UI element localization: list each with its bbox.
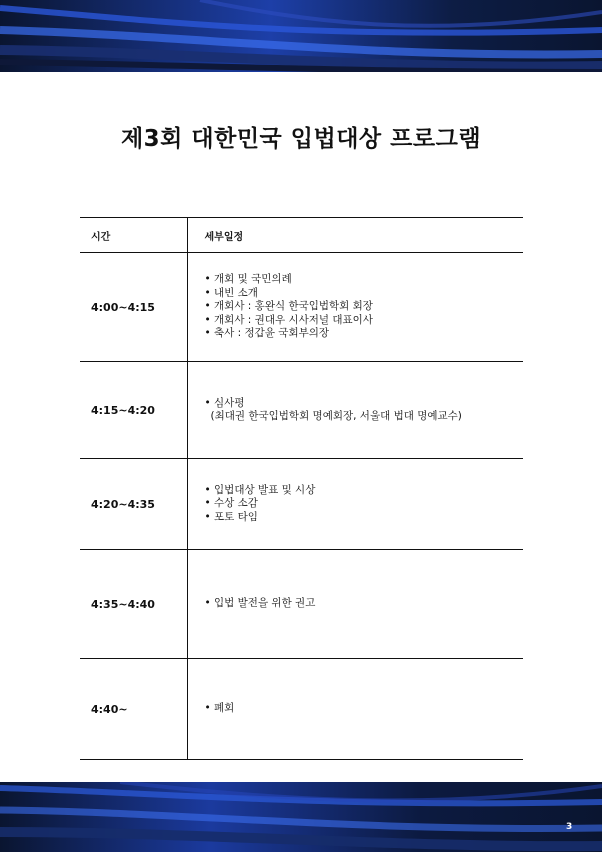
details-cell <box>187 550 523 659</box>
table-row <box>80 550 523 659</box>
header-decorative-band <box>0 0 602 72</box>
header-details: 세부일정 <box>187 218 523 253</box>
list-item: • 포토 타임 <box>204 510 258 523</box>
footer-wave-graphic <box>0 782 602 852</box>
list-item: • 개회사 : 홍완식 한국입법학회 회장 <box>204 300 373 313</box>
details-cell <box>187 459 523 550</box>
page-number: 3 <box>566 822 573 832</box>
list-item: • 수상 소감 <box>204 497 258 510</box>
table-header-row <box>80 218 523 253</box>
page-title: 제3회 대한민국 입법대상 프로그램 <box>120 126 482 152</box>
details-cell <box>187 253 523 362</box>
time-cell: 4:40~ <box>80 659 187 760</box>
list-item: • 입법대상 발표 및 시상 <box>204 483 316 496</box>
time-cell: 4:00~4:15 <box>80 253 187 362</box>
list-item: (최대권 한국입법학회 명예회장, 서울대 법대 명예교수) <box>210 410 462 422</box>
list-item: • 개회사 : 권대우 시사저널 대표이사 <box>204 313 373 326</box>
table-row <box>80 659 523 760</box>
program-schedule-table <box>80 217 523 760</box>
time-cell: 4:15~4:20 <box>80 362 187 459</box>
time-cell: 4:35~4:40 <box>80 550 187 659</box>
table-row <box>80 362 523 459</box>
list-item: • 개회 및 국민의례 <box>204 273 292 286</box>
list-item: • 심사평 <box>204 396 245 409</box>
details-cell <box>187 362 523 459</box>
header-wave-graphic <box>0 0 602 72</box>
table-row <box>80 253 523 362</box>
list-item: • 축사 : 정갑윤 국회부의장 <box>204 327 330 340</box>
list-item: • 입법 발전을 위한 권고 <box>204 597 316 610</box>
time-cell: 4:20~4:35 <box>80 459 187 550</box>
table-row <box>80 459 523 550</box>
footer-decorative-band <box>0 782 602 852</box>
details-cell <box>187 659 523 760</box>
list-item: • 내빈 소개 <box>204 286 258 299</box>
list-item: • 폐회 <box>204 702 235 715</box>
header-time: 시간 <box>80 218 187 253</box>
